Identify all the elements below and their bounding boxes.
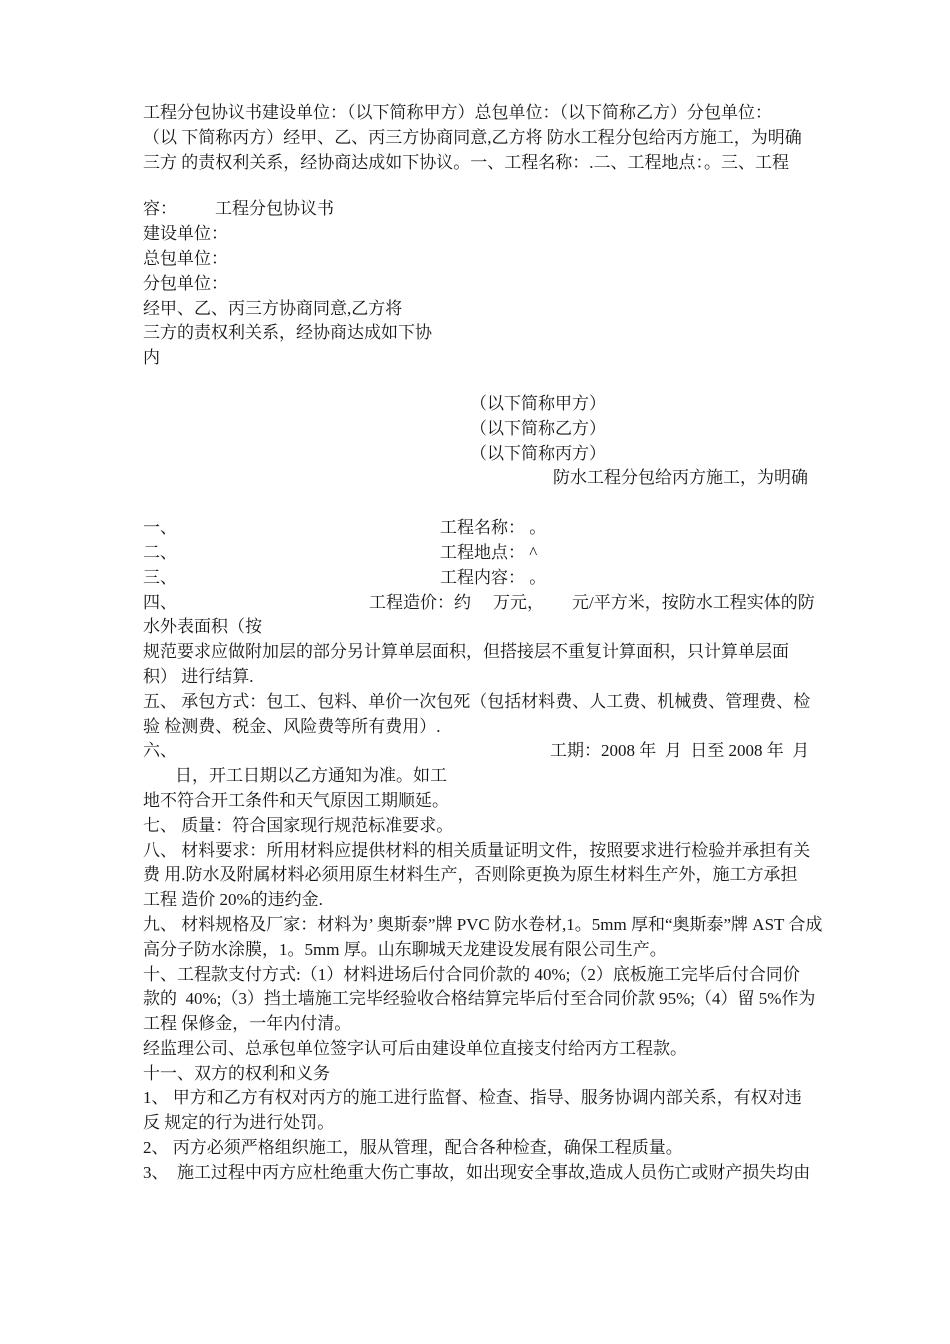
text-segment: 工程地点： ^ (440, 542, 538, 562)
text-line (143, 1086, 833, 1111)
text-segment: 二、 (143, 542, 177, 562)
text-segment: 反 规定的行为进行处罚。 (143, 1113, 335, 1133)
text-line (143, 789, 833, 814)
text-segment: 工程分包协议书 (215, 199, 334, 219)
text-segment: 地不符合开工条件和天气原因工期顺延。 (143, 790, 449, 810)
document-body (143, 101, 833, 1186)
text-segment: 十一、双方的权利和义务 (143, 1063, 330, 1083)
text-segment: 水外表面积（按 (143, 617, 262, 637)
text-segment: 五、 承包方式：包工、包料、单价一次包死（包括材料费、人工费、机械费、管理费、检 (143, 691, 811, 711)
text-line (143, 913, 833, 938)
text-segment: 内 (143, 348, 160, 368)
text-line (143, 739, 833, 764)
text-line (143, 247, 833, 272)
text-segment: 经甲、乙、丙三方协商同意,乙方将 (143, 298, 403, 318)
text-segment: （以下简称甲方） (470, 393, 606, 413)
text-line (143, 591, 833, 616)
text-segment: 验 检测费、税金、风险费等所有费用）. (143, 716, 441, 736)
text-segment: 1、 甲方和乙方有权对丙方的施工进行监督、检查、指导、服务协调内部关系，有权对违 (143, 1088, 802, 1108)
text-line (143, 1062, 833, 1087)
text-line (143, 1037, 833, 1062)
text-segment: 建设单位： (143, 224, 228, 244)
text-line (143, 466, 833, 491)
text-segment: 四、 (143, 592, 177, 612)
text-segment: 元/平方米，按防水工程实体的防 (572, 592, 815, 612)
text-line (143, 938, 833, 963)
text-segment: 工程内容： 。 (440, 567, 547, 587)
text-segment: 工程 保修金，一年内付清。 (143, 1014, 352, 1034)
text-line (143, 888, 833, 913)
text-line (143, 541, 833, 566)
text-segment: （以 下简称丙方）经甲、乙、丙三方协商同意,乙方将 防水工程分包给丙方施工，为明确 (143, 127, 802, 147)
text-segment: 防水工程分包给丙方施工，为明确 (553, 468, 808, 488)
text-line (143, 839, 833, 864)
text-segment: 十、工程款支付方式:（1）材料进场后付合同价款的 40%;（2）底板施工完毕后付合同价 (143, 964, 800, 984)
text-line (143, 321, 833, 346)
text-segment: 规范要求应做附加层的部分另计算单层面积，但搭接层不重复计算面积，只计算单层面 (143, 642, 789, 662)
text-segment: 3、 施工过程中丙方应杜绝重大伤亡事故，如出现安全事故,造成人员伤亡或财产损失均由 (143, 1162, 811, 1182)
text-line (143, 715, 833, 740)
text-segment: 工期：2008 年 月 日至 2008 年 月 (550, 741, 810, 761)
text-line (143, 1012, 833, 1037)
text-line (143, 516, 833, 541)
text-line (143, 814, 833, 839)
text-line (143, 615, 833, 640)
text-segment: 分包单位： (143, 273, 228, 293)
text-line (143, 392, 833, 417)
text-line (143, 863, 833, 888)
text-segment: 六、 (143, 741, 177, 761)
text-line (143, 101, 833, 126)
text-segment: 八、 材料要求：所用材料应提供材料的相关质量证明文件，按照要求进行检验并承担有关 (143, 840, 811, 860)
text-segment: 九、 材料规格及厂家：材料为’ 奥斯泰”牌 PVC 防水卷材,1。5mm 厚和“奥斯泰”牌 AST 合成 (143, 914, 823, 934)
text-segment: 工程名称： 。 (440, 518, 547, 538)
text-segment: 七、 质量：符合国家现行规范标准要求。 (143, 815, 454, 835)
text-segment: 工程 造价 20%的违约金. (143, 890, 323, 910)
text-segment: 经监理公司、总承包单位签字认可后由建设单位直接支付给丙方工程款。 (143, 1038, 687, 1058)
text-line (143, 690, 833, 715)
text-line (143, 1136, 833, 1161)
text-segment: 三方 的责权利关系，经协商达成如下协议。一、工程名称：.二、工程地点：。三、工程 (143, 152, 789, 172)
text-line (143, 197, 833, 222)
text-line (143, 442, 833, 467)
text-line (143, 764, 833, 789)
text-line (143, 222, 833, 247)
text-segment: （以下简称丙方） (470, 443, 606, 463)
text-segment: 一、 (143, 518, 177, 538)
text-line (143, 272, 833, 297)
text-line (143, 640, 833, 665)
text-segment: 高分子防水涂膜，1。5mm 厚。山东聊城天龙建设发展有限公司生产。 (143, 939, 667, 959)
text-segment: 三、 (143, 567, 177, 587)
text-segment: 2、 丙方必须严格组织施工，服从管理，配合各种检查，确保工程质量。 (143, 1138, 683, 1158)
text-segment: 工程造价：约 (369, 592, 471, 612)
text-segment: 款的 40%;（3）挡土墙施工完毕经验收合格结算完毕后付至合同价款 95%;（4）留 5%作为 (143, 989, 816, 1009)
text-segment: 费 用.防水及附属材料必须用原生材料生产，否则除更换为原生材料生产外，施工方承担 (143, 865, 798, 885)
text-segment: 工程分包协议书建设单位：（以下简称甲方）总包单位：（以下简称乙方）分包单位： (143, 103, 772, 122)
text-segment: 三方的责权利关系，经协商达成如下协 (143, 323, 432, 343)
text-line (143, 417, 833, 442)
text-line (143, 151, 833, 176)
text-line (143, 963, 833, 988)
text-segment: 日，开工日期以乙方通知为准。如工 (175, 766, 447, 786)
text-line (143, 126, 833, 151)
text-line (143, 1111, 833, 1136)
text-segment: 总包单位： (143, 248, 228, 268)
text-line (143, 297, 833, 322)
text-segment: 容： (143, 199, 177, 219)
text-segment: 万元， (493, 592, 544, 612)
text-line (143, 665, 833, 690)
text-line (143, 566, 833, 591)
text-line (143, 346, 833, 371)
text-line (143, 1161, 833, 1186)
text-line (143, 987, 833, 1012)
text-segment: （以下简称乙方） (470, 418, 606, 438)
text-segment: 积） 进行结算. (143, 666, 254, 686)
